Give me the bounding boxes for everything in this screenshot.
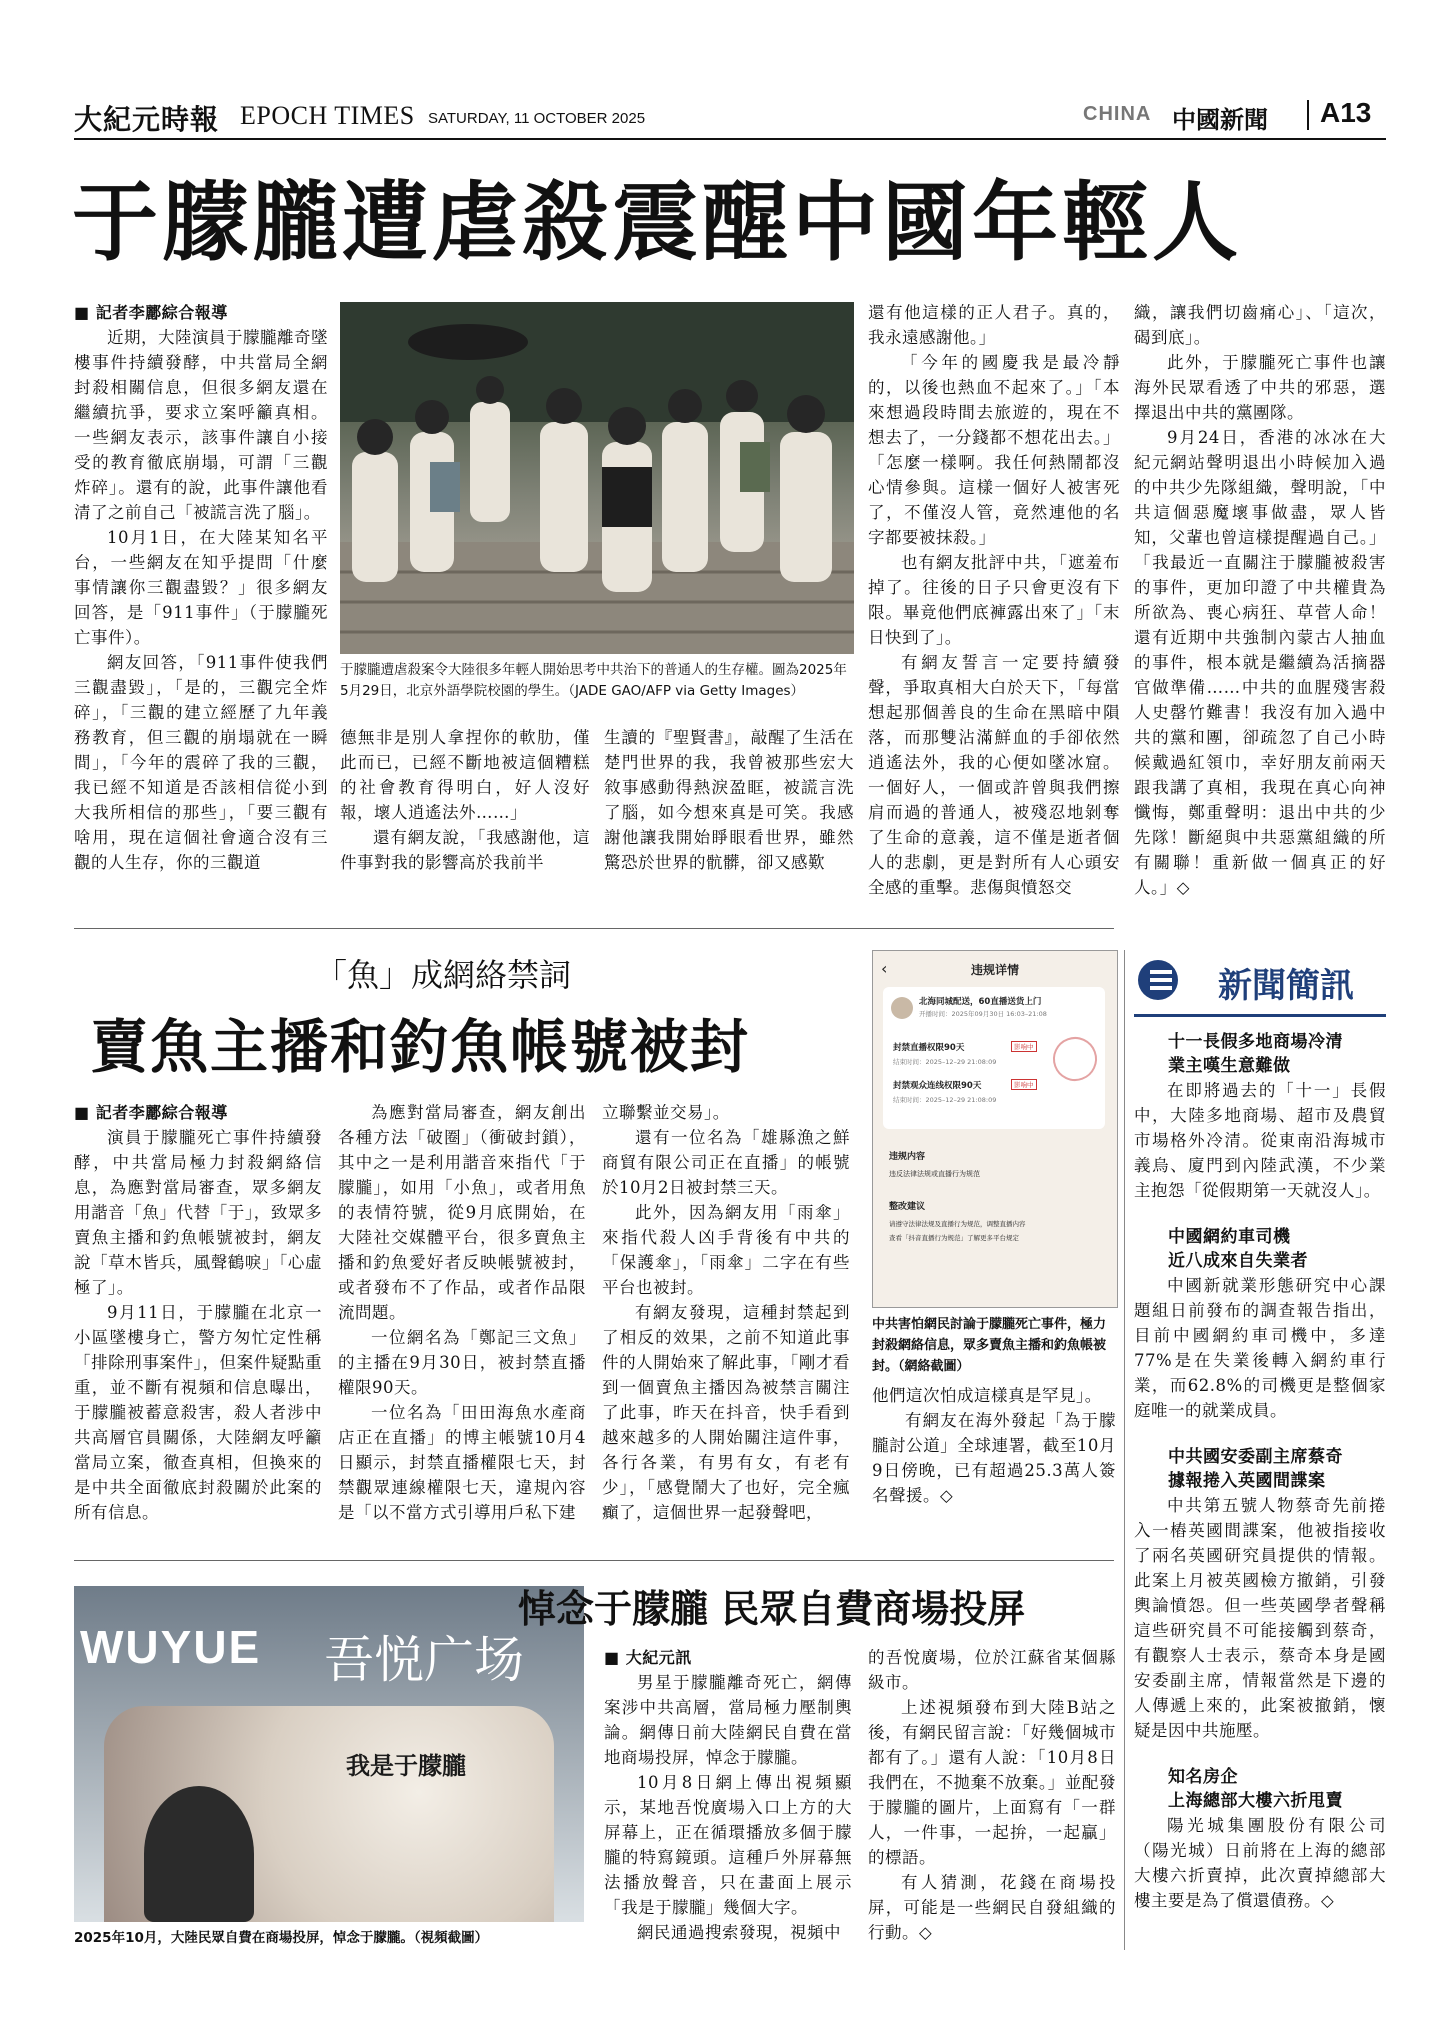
brief-title: 知名房企 [1168, 1767, 1238, 1787]
article3-paragraph: 男星于朦朧離奇死亡，網傳案涉中共高層，當局極力壓制輿論。網傳日前大陸網民自費在當地商場投屏，悼念于朦朧。 [604, 1673, 852, 1767]
brief-title: 上海總部大樓六折甩賣 [1168, 1791, 1343, 1811]
advice-heading: 整改建议 [889, 1202, 926, 1212]
shop-avatar [891, 997, 913, 1019]
mall-photo-caption: 2025年10月，大陸民眾自費在商場投屏，悼念于朦朧。（視頻截圖） [74, 1930, 489, 1946]
article1-column-3 [604, 725, 854, 875]
students-photo [340, 302, 854, 654]
masthead-date: SATURDAY, 11 OCTOBER 2025 [428, 110, 646, 127]
screenshot-card [883, 987, 1105, 1129]
start-time: 开播时间：2025年09月30日 16:03–21:08 [919, 1010, 1047, 1018]
brief-title: 十一長假多地商場冷清 [1168, 1032, 1343, 1052]
mall-sign-chinese: 吾悦广场 [324, 1631, 524, 1689]
article2-bottom-rule [74, 1560, 1114, 1561]
brief-body: 在即將過去的「十一」長假中，大陸多地商場、超市及農貿市場格外冷清。從東南沿海城市義烏、廈門到內陸武漢，不少業主抱怨「從假期第一天就沒人」。 [1134, 1081, 1386, 1200]
page-number: A13 [1320, 97, 1372, 128]
article3-paragraph: 的吾悅廣場，位於江蘇省某個縣級市。 [868, 1648, 1116, 1692]
article2-paragraph: 有網友在海外發起「為于朦朧討公道」全球連署，截至10月9日傍晚，已有超過25.3萬人簽名聲援。◇ [872, 1411, 1116, 1505]
article2-paragraph: 演員于朦朧死亡事件持續發酵，中共當局極力封殺網絡信息，為應對當局審查，眾多網友用諧音「魚」代替「于」，致眾多賣魚主播和釣魚帳號被封，網友說「草木皆兵，風聲鶴唳」「心虛極了」。 [74, 1128, 322, 1297]
advice-link[interactable]: 查看「抖音直播行为规范」了解更多平台规定 [889, 1234, 1019, 1242]
article1-headline: 于朦朧遭虐殺震醒中國年輕人 [72, 172, 1242, 273]
violation-screenshot [872, 950, 1118, 1308]
article2-paragraph: 立聯繫並交易」。 [602, 1103, 730, 1122]
mall-sign-latin: WUYUE [80, 1621, 262, 1673]
article2-column-2 [338, 1100, 586, 1525]
article1-paragraph: 織，讓我們切齒痛心」、「這次，碣到底」。 [1134, 303, 1386, 347]
person-silhouette [144, 1786, 254, 1922]
article2-column-4 [872, 1383, 1116, 1508]
article1-paragraph: 網友回答，「911事件使我們三觀盡毀」，「是的，三觀完全炸碎」，「三觀的建立經歷了九年義務教育，但三觀的崩塌就在一瞬間」，「今年的震碎了我的三觀，我已經不知道是否該相信從小到大我所相信的那些」，「要三觀有啥用，現在這個社會適合沒有三觀的人生存，你的三觀道 [74, 653, 328, 872]
brief-body: 中國新就業形態研究中心課題組日前發布的調查報告指出，目前中國網約車司機中，多達77%是在失業後轉入網約車行業，而62.8%的司機更是整個家庭唯一的就業成員。 [1134, 1276, 1386, 1420]
article2-paragraph: 一位網名為「鄭記三文魚」的主播在9月30日，被封禁直播權限90天。 [338, 1328, 586, 1397]
article1-paragraph: 還有網友說，「我感謝他，這件事對我的影響高於我前半 [340, 828, 590, 872]
back-arrow-icon: ‹ [881, 959, 888, 978]
article2-paragraph: 有網友發現，這種封禁起到了相反的效果，之前不知道此事件的人開始來了解此事，「剛才看到一個賣魚主播因為被禁言關注了此事，昨天在抖音，快手看到越來越多的人開始關注這件事，各行各業，有男有女，有老有少」，「感覺鬧大了也好，完全瘋癲了，這個世界一起發聲吧， [602, 1303, 850, 1522]
article1-column-2 [340, 725, 590, 875]
section-label-en: CHINA [1083, 103, 1152, 125]
article3-paragraph: 網民通過搜索發現，視頻中 [637, 1923, 841, 1942]
article1-paragraph: 近期，大陸演員于朦朧離奇墜樓事件持續發酵，中共當局全網封殺相關信息，但很多網友還在繼續抗爭，要求立案呼籲真相。一些網友表示，該事件讓自小接受的教育徹底崩塌，可謂「三觀炸碎」。還有的說，此事件讓他看清了之前自己「被謊言洗了腦」。 [74, 328, 328, 522]
article2-paragraph: 為應對當局審查，網友創出各種方法「破圈」（衝破封鎖），其中之一是利用諧音來指代「于朦朧」，如用「小魚」，或者用魚的表情符號，從9月底開始，在大陸社交媒體平台，很多賣魚主播和釣魚愛好者反映帳號被封，或者發布不了作品，或者作品限流問題。 [338, 1103, 586, 1322]
brief-body: 陽光城集團股份有限公司（陽光城）日前將在上海的總部大樓六折賣掉，此次賣掉總部大樓主要是為了償還債務。◇ [1134, 1816, 1386, 1910]
brief-item [1134, 1030, 1386, 1203]
briefs-header-title: 新聞簡訊 [1218, 966, 1354, 1006]
screenshot-title: 违规详情 [970, 963, 1019, 977]
article2-paragraph: 他們這次怕成這樣真是罕見」。 [872, 1386, 1102, 1405]
article1-column-4 [868, 300, 1120, 900]
article1-paragraph: 10月1日，在大陸某知名平台，一些網友在知乎提問「什麼事情讓你三觀盡毀？」很多網友回答，是「911事件」（于朦朧死亡事件）。 [74, 528, 328, 647]
brief-item [1134, 1225, 1386, 1423]
article3-paragraph: 有人猜測，花錢在商場投屏，可能是一些網民自發組織的行動。◇ [868, 1873, 1116, 1942]
article1-byline: ■ 記者李酈綜合報導 [74, 300, 328, 325]
article1-paragraph: 生讀的『聖賢書』，敲醒了生活在楚門世界的我，我曾被那些宏大敘事感動得熱淚盈眶，被謊言洗了腦，如今想來真是可笑。我感謝他讓我開始睜眼看世界，雖然驚恐於世界的骯髒，卻又感歎 [604, 728, 854, 872]
briefs-list [1134, 1030, 1386, 1935]
article1-paragraph: 9月24日，香港的冰冰在大紀元網站聲明退出小時候加入過的中共少先隊組織，聲明說，「中共這個惡魔壞事做盡，眾人皆知，父輩也曾這樣提醒過自己。」「我最近一直關注于朦朧被殺害的事件，更加印證了中共權貴為所欲為、喪心病狂、草菅人命！還有近期中共強制內蒙古人抽血的事件，根本就是繼續為活摘器官做準備……中共的血腥殘害殺人史罄竹難書！我沒有加入過中共的黨和團，卻疏忽了自己小時候戴過紅領巾，幸好朋友前兩天跟我講了真相，我現在真心向神懺悔，鄭重聲明：退出中共的少先隊！斷絕與中共惡黨組織的所有關聯！重新做一個真正的好人。」◇ [1134, 428, 1386, 897]
briefs-header-icon [1138, 960, 1178, 1000]
article2-paragraph: 9月11日，于朦朧在北京一小區墜樓身亡，警方匆忙定性稱「排除刑事案件」，但案件疑點重重，並不斷有視頻和信息曝出，于朦朧被蓄意殺害，殺人者涉中共高層官員關係，大陸網友呼籲當局立案，徹查真相，但換來的是中共全面徹底封殺關於此案的所有信息。 [74, 1303, 322, 1522]
ban-item-2-tag: 影响中 [1011, 1079, 1037, 1090]
article3-headline: 悼念于朦朧 民眾自費商場投屏 [518, 1587, 1026, 1631]
mall-screen-text: 我是于朦朧 [346, 1752, 466, 1780]
article1-column-5 [1134, 300, 1386, 900]
students-illustration [340, 302, 854, 654]
article2-kicker: 「魚」成網絡禁詞 [315, 956, 572, 994]
article3-paragraph: 上述視頻發布到大陸B站之後，有網民留言說：「好幾個城市都有了。」還有人說：「10月8日我們在，不拋棄不放棄。」並配發于朦朧的圖片，上面寫有「一群人，一件事，一起拚，一起贏」的標語。 [868, 1698, 1116, 1867]
masthead-rule [74, 138, 1386, 140]
article1-bottom-rule [74, 928, 1114, 929]
shop-name: 北海同城配送，60直播送货上门 [919, 997, 1042, 1007]
violation-content-text: 违反法律法规或直播行为规范 [889, 1170, 980, 1178]
article1-column-1 [74, 300, 328, 875]
brief-body: 中共第五號人物蔡奇先前捲入一樁英國間諜案，他被指接收了兩名英國研究員提供的情報。此案上月被英國檢方撤銷，引發輿論憤怨。但一些英國學者聲稱這些研究員不可能接觸到蔡奇，有觀察人士表示，蔡奇本身是國安委副主席，情報當然是下邊的人傳遞上來的，此案被撤銷，懷疑是因中共施壓。 [1134, 1496, 1386, 1740]
brief-title: 近八成來自失業者 [1168, 1251, 1308, 1271]
article3-column-1 [604, 1645, 852, 1945]
advice-text: 请遵守法律法规及直播行为规范，调整直播内容 [889, 1220, 1026, 1228]
brief-item [1134, 1765, 1386, 1913]
section-label-zh: 中國新聞 [1172, 106, 1268, 134]
violation-content-heading: 违规内容 [889, 1152, 926, 1162]
brief-item [1134, 1445, 1386, 1743]
article2-column-1 [74, 1100, 322, 1525]
stamp-icon [1047, 1031, 1103, 1087]
mall-screen-photo [74, 1586, 584, 1922]
ban-item-1-title: 封禁直播权限90天 [893, 1043, 965, 1053]
students-photo-caption: 于朦朧遭虐殺案令大陸很多年輕人開始思考中共治下的普通人的生存權。圖為2025年5月29日，北京外語學院校園的學生。（JADE GAO/AFP via Getty Images） [340, 662, 847, 699]
masthead-paper-name: EPOCH TIMES [240, 101, 415, 130]
article1-paragraph: 此外，于朦朧死亡事件也讓海外民眾看透了中共的邪惡，選擇退出中共的黨團隊。 [1134, 353, 1386, 422]
article1-paragraph: 「今年的國慶我是最冷靜的，以後也熱血不起來了。」「本來想過段時間去旅遊的，現在不想去了，一分錢都不想花出去。」「怎麼一樣啊。我任何熱鬧都沒心情參與。這樣一個好人被害死了，不僅沒人管，竟然連他的名字都要被抹殺。」 [868, 353, 1120, 547]
article1-paragraph: 還有他這樣的正人君子。真的，我永遠感謝他。」 [868, 303, 1120, 347]
ban-item-2-time: 结束时间：2025–12–29 21:08:09 [893, 1096, 997, 1104]
article2-paragraph: 一位名為「田田海魚水產商店正在直播」的博主帳號10月4日顯示，封禁直播權限七天，封禁觀眾連線權限七天，違規內容是「以不當方式引導用戶私下建 [338, 1403, 586, 1522]
article2-paragraph: 還有一位名為「雄縣漁之鮮商貿有限公司正在直播」的帳號於10月2日被封禁三天。 [602, 1128, 850, 1197]
article2-column-3 [602, 1100, 850, 1525]
brief-title: 中國網約車司機 [1168, 1227, 1291, 1247]
article2-paragraph: 此外，因為網友用「雨傘」來指代殺人凶手背後有中共的「保護傘」，「雨傘」二字在有些平台也被封。 [602, 1203, 850, 1297]
masthead-logo: 大紀元時報 [74, 103, 220, 136]
briefs-divider [1124, 950, 1125, 1950]
article1-paragraph: 有網友誓言一定要持續發聲，爭取真相大白於天下，「每當想起那個善良的生命在黑暗中隕落，而那雙沾滿鮮血的手卻依然逍遙法外，我的心便如墜冰窟。一個好人，一個或許曾與我們擦肩而過的普通人，被殘忍地剝奪了生命的意義，這不僅是逝者個人的悲劇，更是對所有人心頭安全感的重擊。悲傷與憤怒交 [868, 653, 1120, 897]
briefs-header [1134, 950, 1386, 1017]
article1-paragraph: 也有網友批評中共，「遮羞布掉了。往後的日子只會更沒有下限。畢竟他們底褲露出來了」「末日快到了」。 [868, 553, 1120, 647]
article3-byline: ■ 大紀元訊 [604, 1645, 852, 1670]
brief-title: 據報捲入英國間諜案 [1168, 1471, 1326, 1491]
ban-item-2-title: 封禁观众连线权限90天 [893, 1081, 982, 1091]
screenshot-caption: 中共害怕網民討論于朦朧死亡事件，極力封殺網絡信息，眾多賣魚主播和釣魚帳被封。（網絡截圖） [872, 1317, 1107, 1374]
section-divider [1307, 100, 1309, 130]
article3-paragraph: 10月8日網上傳出視頻顯示，某地吾悅廣場入口上方的大屏幕上，正在循環播放多個于朦朧的特寫鏡頭。這種戶外屏幕無法播放聲音，只在畫面上展示「我是于朦朧」幾個大字。 [604, 1773, 852, 1917]
ban-item-1-time: 结束时间：2025–12–29 21:08:09 [893, 1058, 997, 1066]
article2-byline: ■ 記者李酈綜合報導 [74, 1100, 322, 1125]
ban-item-1-tag: 影响中 [1011, 1041, 1037, 1052]
article2-headline: 賣魚主播和釣魚帳號被封 [90, 1013, 751, 1081]
article3-column-2 [868, 1645, 1116, 1945]
article1-paragraph: 德無非是別人拿捏你的軟肋，僅此而已，已經不斷地被這個糟糕的社會教育得明白，好人沒好報，壞人逍遙法外……」 [340, 728, 590, 822]
brief-title: 業主嘆生意難做 [1168, 1056, 1291, 1076]
brief-title: 中共國安委副主席蔡奇 [1168, 1447, 1343, 1467]
